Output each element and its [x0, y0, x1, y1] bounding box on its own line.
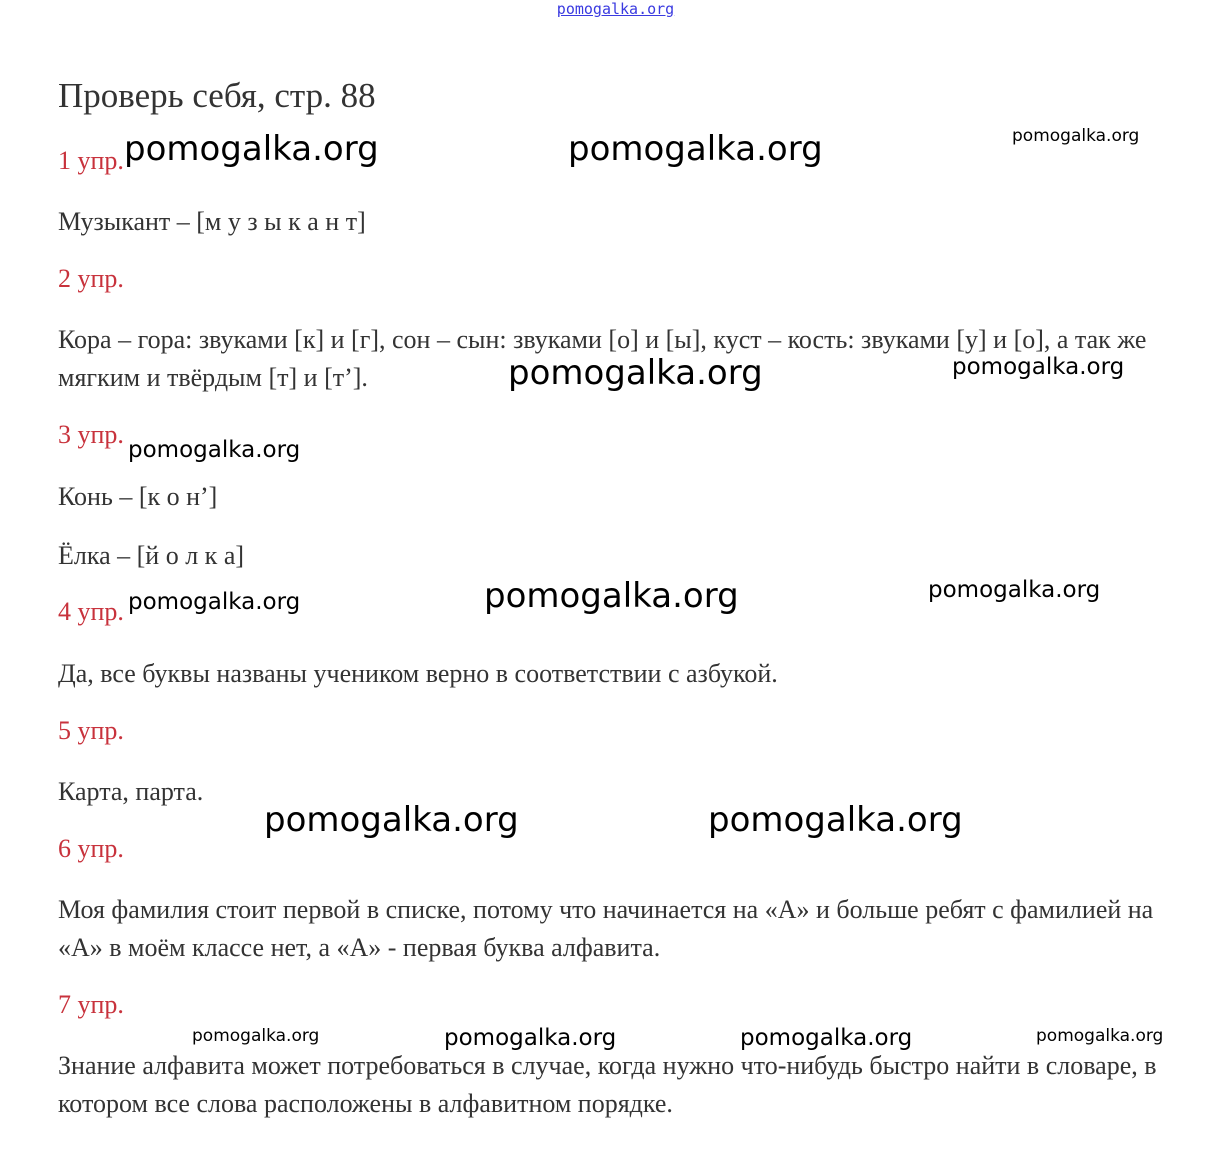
exercise-6-answer: Моя фамилия стоит первой в списке, потому что начинается на «А» и больше ребят с фамилией на «А» в моём классе нет, а «А» - первая буква алфавита.	[58, 895, 1154, 962]
exercise-7-label: 7 упр.	[58, 990, 124, 1019]
exercise-3-answer-line-1: Конь – [к о н’]	[58, 482, 218, 511]
exercise-5-answer: Карта, парта.	[58, 777, 204, 806]
exercise-1-answer: Музыкант – [м у з ы к а н т]	[58, 207, 366, 236]
watermark: pomogalka.org	[484, 576, 739, 616]
exercise-3-label: 3 упр.	[58, 420, 124, 449]
watermark: pomogalka.org	[128, 437, 301, 463]
watermark: pomogalka.org	[124, 129, 379, 169]
watermark: pomogalka.org	[192, 1026, 320, 1046]
watermark: pomogalka.org	[568, 129, 823, 169]
exercise-3-answer-line-2: Ёлка – [й о л к а]	[58, 541, 245, 570]
exercise-5-label: 5 упр.	[58, 716, 124, 745]
exercise-4-label: 4 упр.	[58, 597, 124, 626]
exercise-2-answer: Кора – гора: звуками [к] и [г], сон – сын: звуками [о] и [ы], куст – кость: звуками [у] и [о], а так же мягким и твёрдым [т] и [т’].	[58, 325, 1147, 392]
site-link[interactable]: pomogalka.org	[556, 0, 675, 18]
watermark: pomogalka.org	[952, 354, 1125, 380]
watermark: pomogalka.org	[1012, 126, 1140, 146]
exercise-4-answer: Да, все буквы названы учеником верно в соответствии с азбукой.	[58, 659, 778, 688]
page-title: Проверь себя, стр. 88	[58, 76, 376, 115]
exercise-7-answer: Знание алфавита может потребоваться в случае, когда нужно что-нибудь быстро найти в словаре, в котором все слова расположены в алфавитном порядке.	[58, 1051, 1157, 1118]
watermark: pomogalka.org	[128, 589, 301, 615]
watermark: pomogalka.org	[1036, 1026, 1164, 1046]
exercise-2-label: 2 упр.	[58, 264, 124, 293]
watermark: pomogalka.org	[508, 353, 763, 393]
watermark: pomogalka.org	[708, 800, 963, 840]
exercise-6-label: 6 упр.	[58, 834, 124, 863]
watermark: pomogalka.org	[444, 1025, 617, 1051]
watermark: pomogalka.org	[264, 800, 519, 840]
watermark: pomogalka.org	[928, 577, 1101, 603]
exercise-1-label: 1 упр.	[58, 146, 124, 175]
watermark: pomogalka.org	[740, 1025, 913, 1051]
